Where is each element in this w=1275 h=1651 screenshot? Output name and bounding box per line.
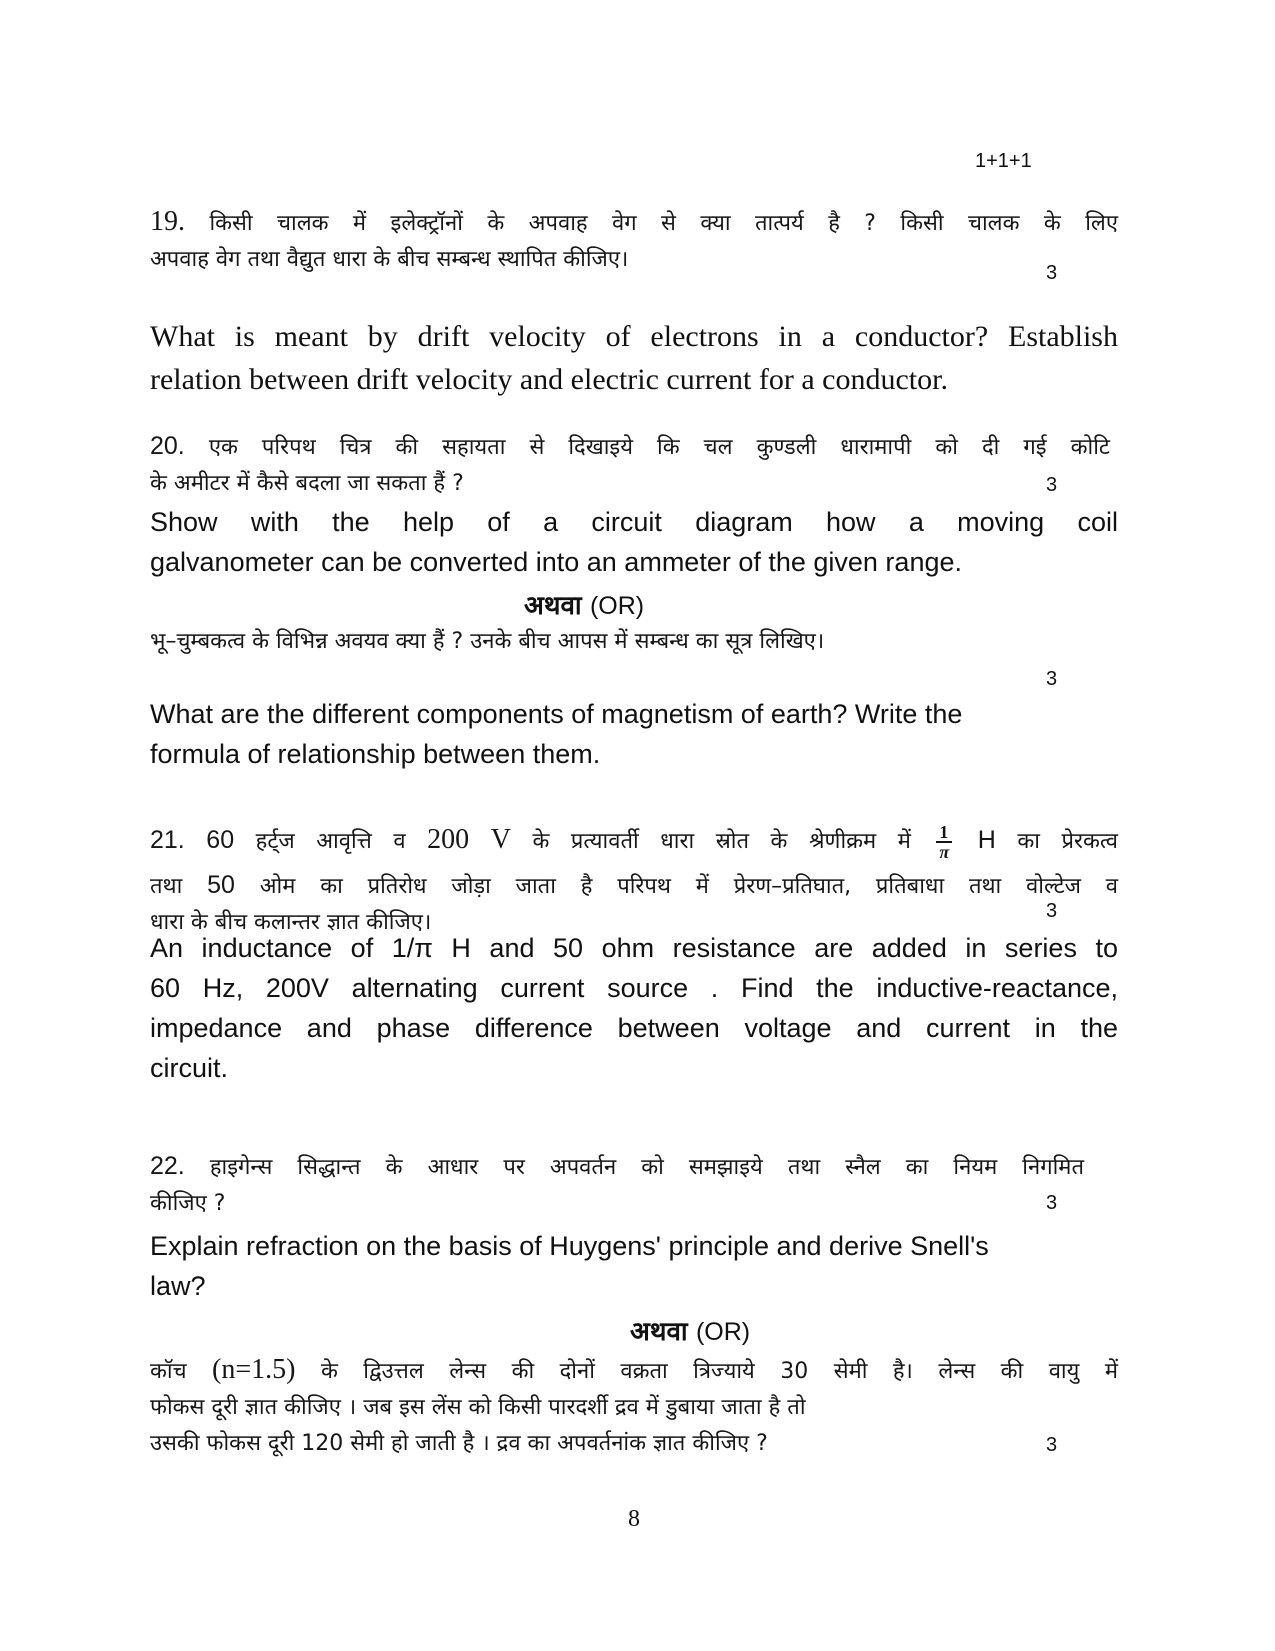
question-19-hindi (150, 204, 1118, 278)
q19-number: 19. (150, 206, 185, 237)
q22-alternative-hindi (150, 1352, 1118, 1462)
q21-english-line-4: circuit. (150, 1053, 229, 1083)
q19-hindi-line-2: अपवाह वेग तथा वैद्युत धारा के बीच सम्बन्ध स्थापित कीजिए। (150, 247, 629, 272)
q22-alt-line-3: उसकी फोकस दूरी 120 सेमी हो जाती है । द्रव का अपवर्तनांक ज्ञात कीजिए ? (150, 1431, 768, 1456)
question-21-hindi (150, 822, 1118, 941)
page-number: 8 (628, 1506, 640, 1532)
q19-english-line-1: What is meant by drift velocity of electrons in a conductor? Establish (150, 320, 1118, 353)
q20-alt-hindi-line: भू–चुम्बकत्व के विभिन्न अवयव क्या हैं ? उनके बीच आपस में सम्बन्ध का सूत्र लिखिए। (150, 629, 825, 654)
q21-english-line-1: An inductance of 1/π H and 50 ohm resistance are added in series to (150, 933, 1118, 963)
q20-marks: 3 (1046, 474, 1058, 496)
fraction-denominator: π (939, 842, 950, 862)
q22-hindi-line-1: 22. हाइगेन्स सिद्धान्त के आधार पर अपवर्तन को समझाइये तथा स्नैल का नियम निगमित (150, 1152, 1084, 1180)
q20-alternative-hindi (150, 624, 1118, 660)
inductance-fraction (936, 823, 952, 861)
q22-alt-line-1: कॉच (n=1.5) के द्विउत्तल लेन्स की दोनों वक्रता त्रिज्याये 30 सेमी है। लेन्स की वायु में (150, 1354, 1118, 1385)
q21-marks: 3 (1046, 900, 1058, 922)
question-19-english (150, 315, 1118, 401)
q21-hindi-line-3: धारा के बीच कलान्तर ज्ञात कीजिए। (150, 910, 432, 935)
q20-alt-marks: 3 (1046, 668, 1058, 690)
q20-number: 20. (150, 432, 185, 460)
question-22-english (150, 1226, 1118, 1306)
q22-english-line-1: Explain refraction on the basis of Huygens' principle and derive Snell's (150, 1231, 989, 1261)
q19-marks: 3 (1046, 262, 1058, 284)
q22-alt-marks: 3 (1046, 1434, 1058, 1456)
q22-or-hindi: अथवा (630, 1317, 688, 1347)
q22-hindi-line-2: कीजिए ? (150, 1191, 226, 1216)
q19-english-line-2: relation between drift velocity and electric current for a conductor. (150, 363, 948, 396)
q22-english-line-2: law? (150, 1271, 206, 1301)
q22-or-english: (OR) (695, 1318, 751, 1346)
q20-or-hindi: अथवा (524, 591, 582, 621)
q20-alt-english-line-2: formula of relationship between them. (150, 739, 601, 769)
header-marks: 1+1+1 (975, 150, 1032, 172)
q22-or-heading (630, 1312, 750, 1348)
q22-marks: 3 (1046, 1192, 1058, 1214)
q20-hindi-line-2: के अमीटर में कैसे बदला जा सकता हैं ? (150, 471, 464, 496)
question-20-hindi (150, 428, 1110, 502)
q21-english-line-2: 60 Hz, 200V alternating current source . Find the inductive-reactance, (150, 973, 1118, 1003)
q20-english-line-1: Show with the help of a circuit diagram how a moving coil (150, 507, 1118, 537)
q20-alt-english-line-1: What are the different components of magnetism of earth? Write the (150, 699, 963, 729)
q21-hindi-line-2: तथा 50 ओम का प्रतिरोध जोड़ा जाता है परिपथ में प्रेरण–प्रतिघात, प्रतिबाधा तथा वोल्टेज व (150, 871, 1119, 899)
question-21-english (150, 928, 1118, 1088)
question-22-hindi (150, 1148, 1084, 1222)
q20-or-heading (524, 586, 644, 622)
q20-english-line-2: galvanometer can be converted into an ammeter of the given range. (150, 547, 962, 577)
q20-or-english: (OR) (589, 592, 645, 620)
q21-number: 21. (150, 826, 185, 854)
q20-hindi-line-1: 20. एक परिपथ चित्र की सहायता से दिखाइये कि चल कुण्डली धारामापी को दी गई कोटि (150, 432, 1110, 460)
q20-alternative-english (150, 694, 1118, 774)
q19-hindi-line-1: 19. किसी चालक में इलेक्ट्रॉनों के अपवाह वेग से क्या तात्पर्य है ? किसी चालक के लिए (150, 206, 1118, 237)
q21-english-line-3: impedance and phase difference between voltage and current in the (150, 1013, 1118, 1043)
q22-number: 22. (150, 1152, 185, 1180)
question-20-english (150, 502, 1118, 582)
fraction-numerator: 1 (936, 823, 952, 843)
q22-alt-line-2: फोकस दूरी ज्ञात कीजिए । जब इस लेंस को किसी पारदर्शी द्रव में डुबाया जाता है तो (150, 1395, 806, 1420)
q21-hindi-line-1: 21. 60 हर्ट्ज आवृत्ति व 200 V के प्रत्यावर्ती धारा स्रोत के श्रेणीक्रम में $\frac{1}{\pi}$ H का प्रेरकत्व (150, 822, 1118, 862)
